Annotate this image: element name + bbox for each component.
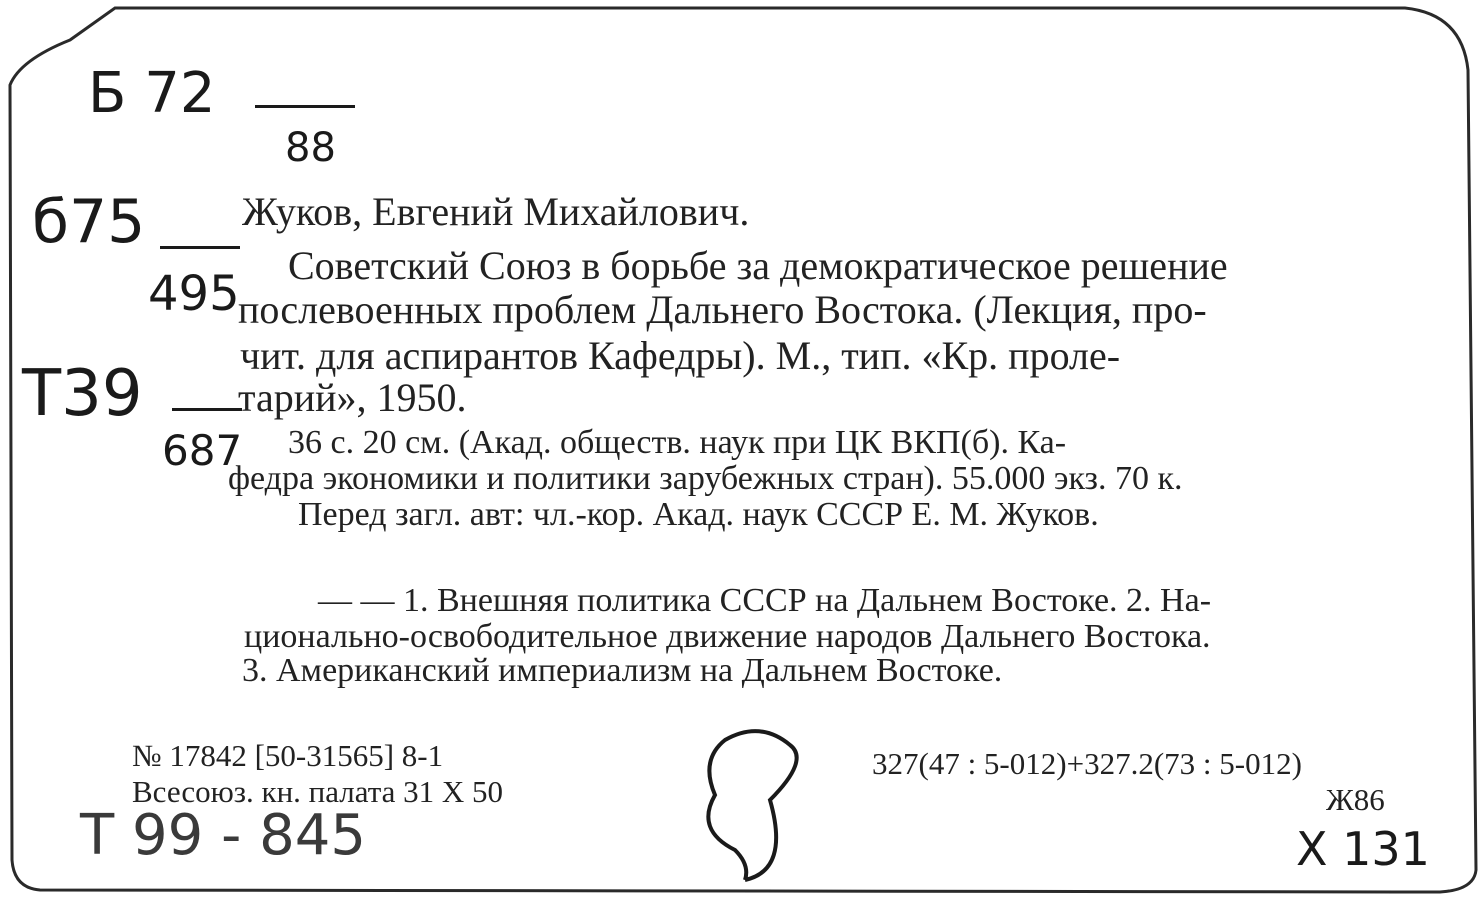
handwritten-shelf-mark-3-sub: 687: [162, 426, 243, 475]
subject-line-1: — — 1. Внешняя политика СССР на Дальнем Востоке. 2. На-: [318, 582, 1212, 619]
classification-index: 327(47 : 5-012)+327.2(73 : 5-012): [872, 746, 1302, 781]
title-line-3: чит. для аспирантов Кафедры). М., тип. «Кр. проле-: [240, 333, 1121, 378]
description-line-3: Перед загл. авт: чл.-кор. Акад. наук СССР Е. М. Жуков.: [298, 496, 1099, 533]
record-number: № 17842 [50-31565] 8-1: [132, 738, 444, 773]
title-line-2: послевоенных проблем Дальнего Востока. (Лекция, про-: [238, 287, 1207, 332]
handwritten-bottom-left-mark: Т 99 - 845: [80, 803, 366, 868]
handwritten-shelf-mark-2-sub: 495: [148, 266, 240, 322]
description-line-1: 36 с. 20 см. (Акад. обществ. наук при ЦК ВКП(б). Ка-: [288, 424, 1067, 461]
author-heading: Жуков, Евгений Михайлович.: [242, 189, 750, 234]
subject-line-3: 3. Американский империализм на Дальнем Востоке.: [242, 652, 1003, 689]
handwritten-bottom-right-mark: Х 131: [1296, 822, 1430, 876]
book-chamber-date: Всесоюз. кн. палата 31 X 50: [132, 774, 504, 809]
punch-hole: [708, 731, 796, 880]
author-mark: Ж86: [1326, 782, 1385, 817]
handwritten-dash-line-2: [172, 408, 242, 411]
title-line-4: тарий», 1950.: [238, 375, 467, 420]
handwritten-shelf-mark-3: Т39: [22, 357, 143, 431]
subject-line-2: ционально-освободительное движение народов Дальнего Востока.: [244, 618, 1211, 655]
handwritten-fraction-line: [255, 105, 355, 108]
description-line-2: федра экономики и политики зарубежных стран). 55.000 экз. 70 к.: [228, 460, 1183, 497]
handwritten-shelf-mark-2: б75: [32, 187, 146, 257]
handwritten-dash-line: [160, 246, 240, 249]
title-line-1: Советский Союз в борьбе за демократическое решение: [288, 243, 1228, 288]
handwritten-shelf-mark-top-denominator: 88: [285, 125, 336, 171]
handwritten-shelf-mark-top: Б 72: [88, 61, 216, 126]
